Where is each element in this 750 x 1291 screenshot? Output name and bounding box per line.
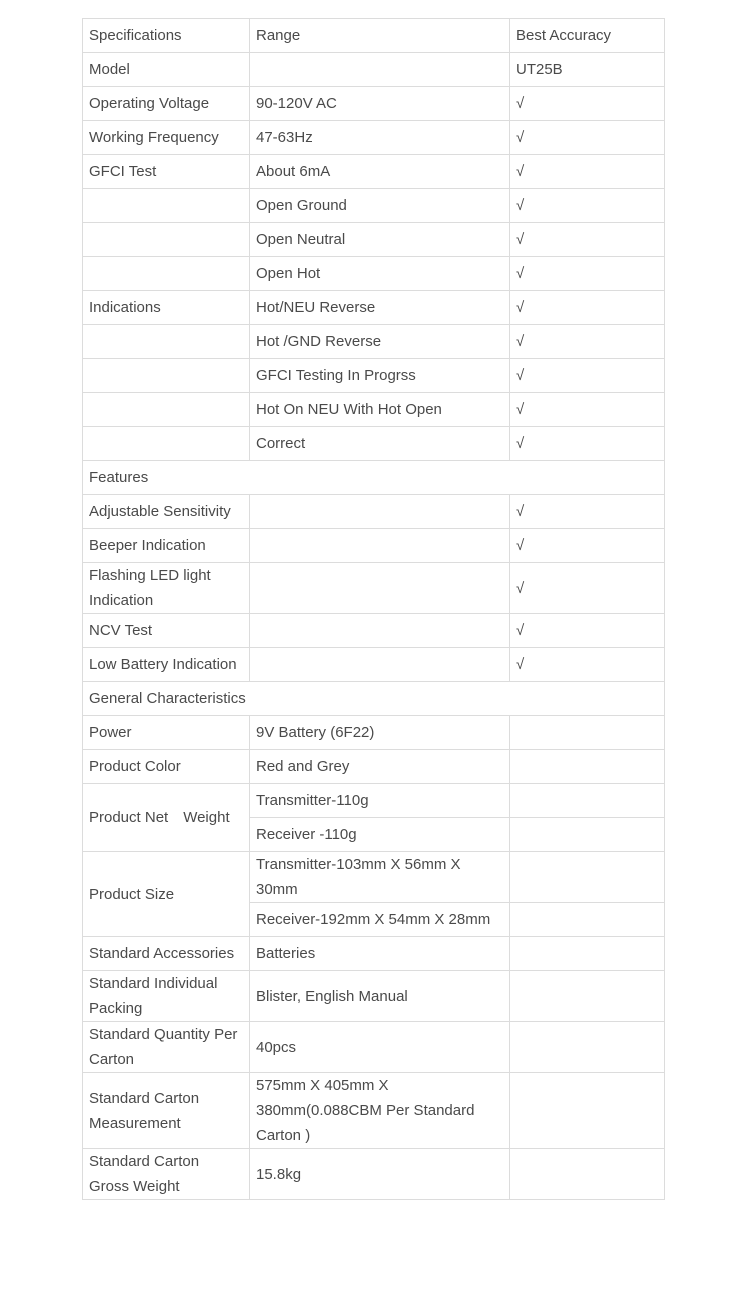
packing-value: Blister, English Manual [250, 971, 510, 1022]
empty-cell [510, 971, 665, 1022]
table-row [83, 563, 665, 614]
header-best-accuracy: Best Accuracy [510, 19, 665, 53]
check-mark: √ [510, 529, 665, 563]
general-characteristics-heading: General Characteristics [83, 682, 665, 716]
empty-cell [250, 495, 510, 529]
hot-neu-reverse: Hot/NEU Reverse [250, 291, 510, 325]
table-row [83, 937, 665, 971]
product-weight-label: Product Net Weight [83, 784, 250, 852]
header-range: Range [250, 19, 510, 53]
empty-cell [83, 257, 250, 291]
table-row [83, 529, 665, 563]
check-mark: √ [510, 495, 665, 529]
check-mark: √ [510, 87, 665, 121]
check-mark: √ [510, 614, 665, 648]
hot-on-neu: Hot On NEU With Hot Open [250, 393, 510, 427]
check-mark: √ [510, 257, 665, 291]
empty-cell [510, 1022, 665, 1073]
empty-cell [510, 1073, 665, 1149]
working-frequency-label: Working Frequency [83, 121, 250, 155]
table-row [83, 53, 665, 87]
adjustable-sensitivity-label: Adjustable Sensitivity [83, 495, 250, 529]
table-row [83, 325, 665, 359]
specifications-table [82, 18, 665, 1200]
quantity-value: 40pcs [250, 1022, 510, 1073]
empty-cell [510, 852, 665, 903]
table-row [83, 427, 665, 461]
power-label: Power [83, 716, 250, 750]
quantity-label: Standard Quantity Per Carton [83, 1022, 250, 1073]
check-mark: √ [510, 223, 665, 257]
table-row [83, 223, 665, 257]
empty-cell [83, 189, 250, 223]
product-color-value: Red and Grey [250, 750, 510, 784]
model-label: Model [83, 53, 250, 87]
table-row [83, 359, 665, 393]
accessories-label: Standard Accessories [83, 937, 250, 971]
beeper-indication-label: Beeper Indication [83, 529, 250, 563]
empty-cell [250, 529, 510, 563]
empty-cell [510, 716, 665, 750]
table-row [83, 393, 665, 427]
empty-cell [83, 325, 250, 359]
table-row [83, 189, 665, 223]
ncv-test-label: NCV Test [83, 614, 250, 648]
size-receiver: Receiver-192mm X 54mm X 28mm [250, 903, 510, 937]
check-mark: √ [510, 648, 665, 682]
empty-cell [510, 937, 665, 971]
empty-cell [250, 648, 510, 682]
empty-cell [510, 750, 665, 784]
table-row [83, 971, 665, 1022]
operating-voltage-range: 90-120V AC [250, 87, 510, 121]
table-row [83, 784, 665, 818]
check-mark: √ [510, 393, 665, 427]
table-row [83, 750, 665, 784]
size-transmitter: Transmitter-103mm X 56mm X 30mm [250, 852, 510, 903]
table-row [83, 291, 665, 325]
check-mark: √ [510, 563, 665, 614]
check-mark: √ [510, 155, 665, 189]
model-value: UT25B [510, 53, 665, 87]
table-row [83, 1073, 665, 1149]
gfci-testing: GFCI Testing In Progrss [250, 359, 510, 393]
table-row [83, 257, 665, 291]
table-row [83, 614, 665, 648]
check-mark: √ [510, 427, 665, 461]
table-row [83, 87, 665, 121]
empty-cell [83, 223, 250, 257]
empty-cell [510, 1149, 665, 1200]
header-specifications: Specifications [83, 19, 250, 53]
open-ground: Open Ground [250, 189, 510, 223]
weight-transmitter: Transmitter-110g [250, 784, 510, 818]
power-value: 9V Battery (6F22) [250, 716, 510, 750]
accessories-value: Batteries [250, 937, 510, 971]
product-color-label: Product Color [83, 750, 250, 784]
table-row [83, 495, 665, 529]
flashing-led-label: Flashing LED light Indication [83, 563, 250, 614]
empty-cell [510, 784, 665, 818]
empty-cell [250, 614, 510, 648]
weight-receiver: Receiver -110g [250, 818, 510, 852]
model-range [250, 53, 510, 87]
empty-cell [83, 393, 250, 427]
table-row [83, 121, 665, 155]
working-frequency-range: 47-63Hz [250, 121, 510, 155]
indications-label: Indications [83, 291, 250, 325]
check-mark: √ [510, 325, 665, 359]
check-mark: √ [510, 189, 665, 223]
section-row [83, 682, 665, 716]
table-row [83, 716, 665, 750]
gfci-test-range: About 6mA [250, 155, 510, 189]
open-neutral: Open Neutral [250, 223, 510, 257]
hot-gnd-reverse: Hot /GND Reverse [250, 325, 510, 359]
section-row [83, 461, 665, 495]
check-mark: √ [510, 121, 665, 155]
gross-weight-value: 15.8kg [250, 1149, 510, 1200]
check-mark: √ [510, 291, 665, 325]
check-mark: √ [510, 359, 665, 393]
table-row [83, 1022, 665, 1073]
empty-cell [83, 359, 250, 393]
empty-cell [250, 563, 510, 614]
table-row [83, 1149, 665, 1200]
carton-measurement-value: 575mm X 405mm X 380mm(0.088CBM Per Standard Carton ) [250, 1073, 510, 1149]
operating-voltage-label: Operating Voltage [83, 87, 250, 121]
empty-cell [510, 903, 665, 937]
table-header-row [83, 19, 665, 53]
packing-label: Standard Individual Packing [83, 971, 250, 1022]
carton-measurement-label: Standard Carton Measurement [83, 1073, 250, 1149]
open-hot: Open Hot [250, 257, 510, 291]
low-battery-label: Low Battery Indication [83, 648, 250, 682]
correct: Correct [250, 427, 510, 461]
table-row [83, 852, 665, 903]
product-size-label: Product Size [83, 852, 250, 937]
table-row [83, 648, 665, 682]
gross-weight-label: Standard Carton Gross Weight [83, 1149, 250, 1200]
table-row [83, 155, 665, 189]
gfci-test-label: GFCI Test [83, 155, 250, 189]
empty-cell [83, 427, 250, 461]
empty-cell [510, 818, 665, 852]
features-section-heading: Features [83, 461, 665, 495]
